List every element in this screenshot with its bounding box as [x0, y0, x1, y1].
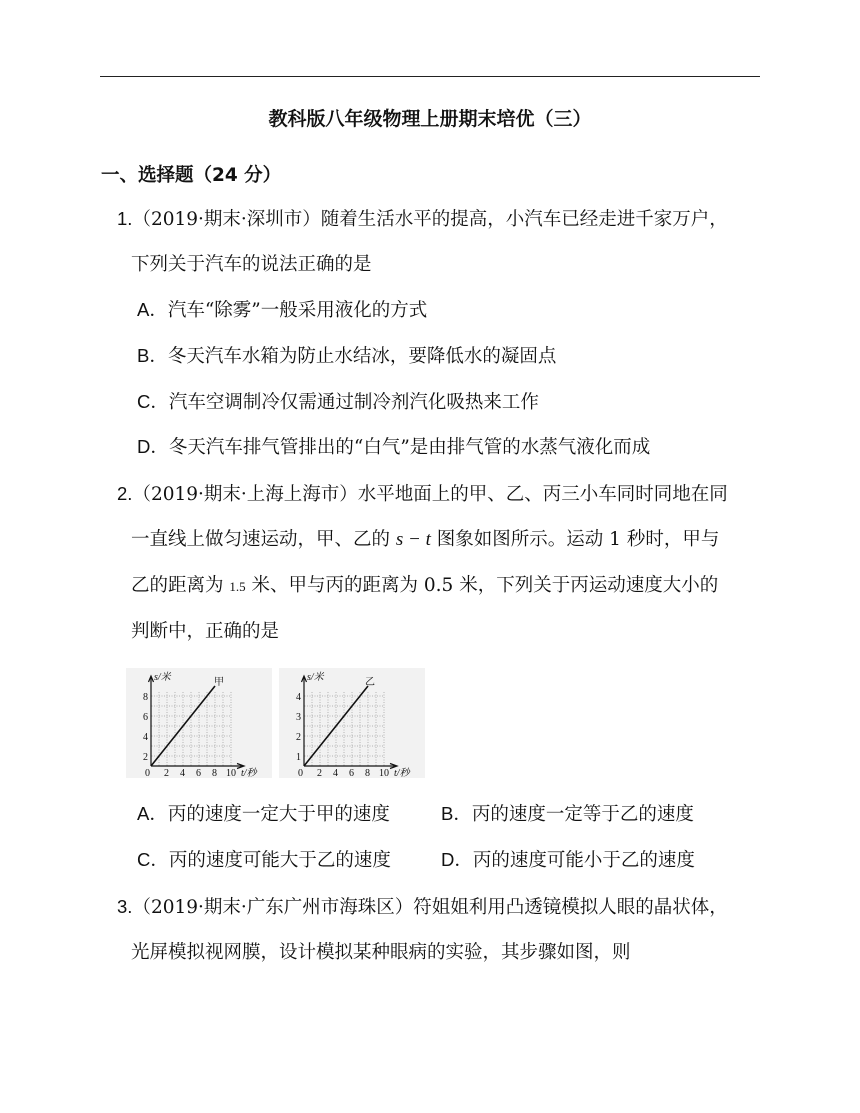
math-t: t — [425, 529, 431, 550]
graph-yi-ylabel: s/米 — [307, 672, 324, 683]
graph-yi-xtick: 6 — [349, 768, 354, 778]
graph-yi-ytick: 2 — [296, 732, 301, 743]
section-heading: 一、选择题（24 分） — [101, 165, 282, 186]
q2-number: 2. — [117, 483, 133, 504]
graph-jia-xlabel: t/秒 — [241, 768, 257, 778]
option-letter: B． — [137, 345, 168, 366]
graph-jia-ytick: 8 — [143, 692, 148, 703]
q2-option-d — [441, 848, 695, 873]
graph-jia-line-label: 甲 — [214, 677, 224, 688]
graph-yi-origin: 0 — [298, 768, 303, 778]
q1-number: 1. — [117, 208, 133, 229]
graph-yi-ytick: 1 — [296, 752, 301, 763]
q3-number: 3. — [117, 896, 133, 917]
option-text: 丙的速度可能大于乙的速度 — [168, 850, 391, 871]
graph-jia-xtick: 2 — [164, 768, 169, 778]
q3-stem-2: 光屏模拟视网膜，设计模拟某种眼病的实验，其步骤如图，则 — [131, 942, 631, 963]
option-text: 汽车空调制冷仅需通过制冷剂汽化吸热来工作 — [168, 392, 539, 413]
q2-stem-2 — [131, 528, 719, 552]
q1-stem-1: （2019·期末·深圳市）随着生活水平的提高，小汽车已经走进千家万户， — [132, 209, 728, 230]
q2-line-1 — [117, 482, 728, 507]
graph-yi-xtick: 4 — [333, 768, 338, 778]
graph-jia-xtick: 6 — [196, 768, 201, 778]
q1-stem-2: 下列关于汽车的说法正确的是 — [131, 254, 372, 275]
option-letter: A． — [137, 803, 168, 824]
graph-yi-line-label: 乙 — [365, 677, 375, 688]
q1-option-a — [137, 298, 427, 323]
q2-stem-3a: 乙的距离为 — [131, 575, 230, 596]
q2-stem-2a: 一直线上做匀速运动，甲、乙的 — [131, 529, 396, 550]
q1-option-c — [137, 390, 539, 415]
option-text: 汽车“除雾”一般采用液化的方式 — [167, 300, 428, 321]
option-text: 冬天汽车水箱为防止水结冰，要降低水的凝固点 — [167, 346, 557, 367]
graph-jia — [126, 668, 272, 778]
q2-stem-3b: 米、甲与丙的距离为 0.5 米，下列关于丙运动速度大小的 — [245, 575, 719, 596]
graph-yi — [279, 668, 425, 778]
graph-jia-xtick: 10 — [226, 768, 236, 778]
option-letter: B． — [441, 803, 472, 824]
option-text: 丙的速度可能小于乙的速度 — [472, 850, 695, 871]
graph-jia-xtick: 8 — [212, 768, 217, 778]
option-letter: C． — [137, 849, 169, 870]
math-minus: − — [403, 529, 426, 550]
q2-option-a — [137, 802, 390, 827]
option-text: 丙的速度一定等于乙的速度 — [471, 804, 694, 825]
q1-option-b — [137, 344, 556, 369]
option-letter: D． — [137, 436, 169, 457]
math-s: s — [395, 529, 404, 550]
q2-option-c — [137, 848, 391, 873]
graph-jia-ytick: 6 — [143, 712, 148, 723]
page-title: 教科版八年级物理上册期末培优（三） — [268, 108, 592, 130]
option-text: 丙的速度一定大于甲的速度 — [167, 804, 390, 825]
q1-line-1 — [117, 207, 728, 232]
q2-option-b — [441, 802, 694, 827]
q3-stem-1: （2019·期末·广东广州市海珠区）符姐姐利用凸透镜模拟人眼的晶状体， — [132, 897, 728, 918]
graph-yi-xtick: 2 — [317, 768, 322, 778]
graph-jia-ytick: 4 — [143, 732, 148, 743]
option-letter: C． — [137, 391, 169, 412]
option-letter: D． — [441, 849, 473, 870]
graph-yi-ytick: 3 — [296, 712, 301, 723]
graph-yi-ytick: 4 — [296, 692, 301, 703]
header-rule — [100, 76, 760, 77]
graph-jia-ytick: 2 — [143, 752, 148, 763]
q2-distance-value: 1.5 — [229, 579, 246, 594]
q2-stem-2b: 图象如图所示。运动 1 秒时，甲与 — [430, 529, 720, 550]
option-text: 冬天汽车排气管排出的“白气”是由排气管的水蒸气液化而成 — [168, 437, 651, 458]
q2-stem-3 — [131, 574, 718, 599]
graph-yi-xtick: 8 — [365, 768, 370, 778]
graph-jia-origin: 0 — [145, 768, 150, 778]
q2-stem-1: （2019·期末·上海上海市）水平地面上的甲、乙、丙三小车同时同地在同 — [132, 484, 728, 505]
graph-jia-ylabel: s/米 — [154, 672, 171, 683]
graph-yi-xlabel: t/秒 — [394, 768, 410, 778]
graph-yi-xtick: 10 — [379, 768, 389, 778]
option-letter: A． — [137, 299, 168, 320]
q1-option-d — [137, 435, 650, 460]
q2-stem-4: 判断中，正确的是 — [131, 621, 280, 642]
q3-line-1 — [117, 895, 728, 920]
graph-jia-xtick: 4 — [180, 768, 185, 778]
